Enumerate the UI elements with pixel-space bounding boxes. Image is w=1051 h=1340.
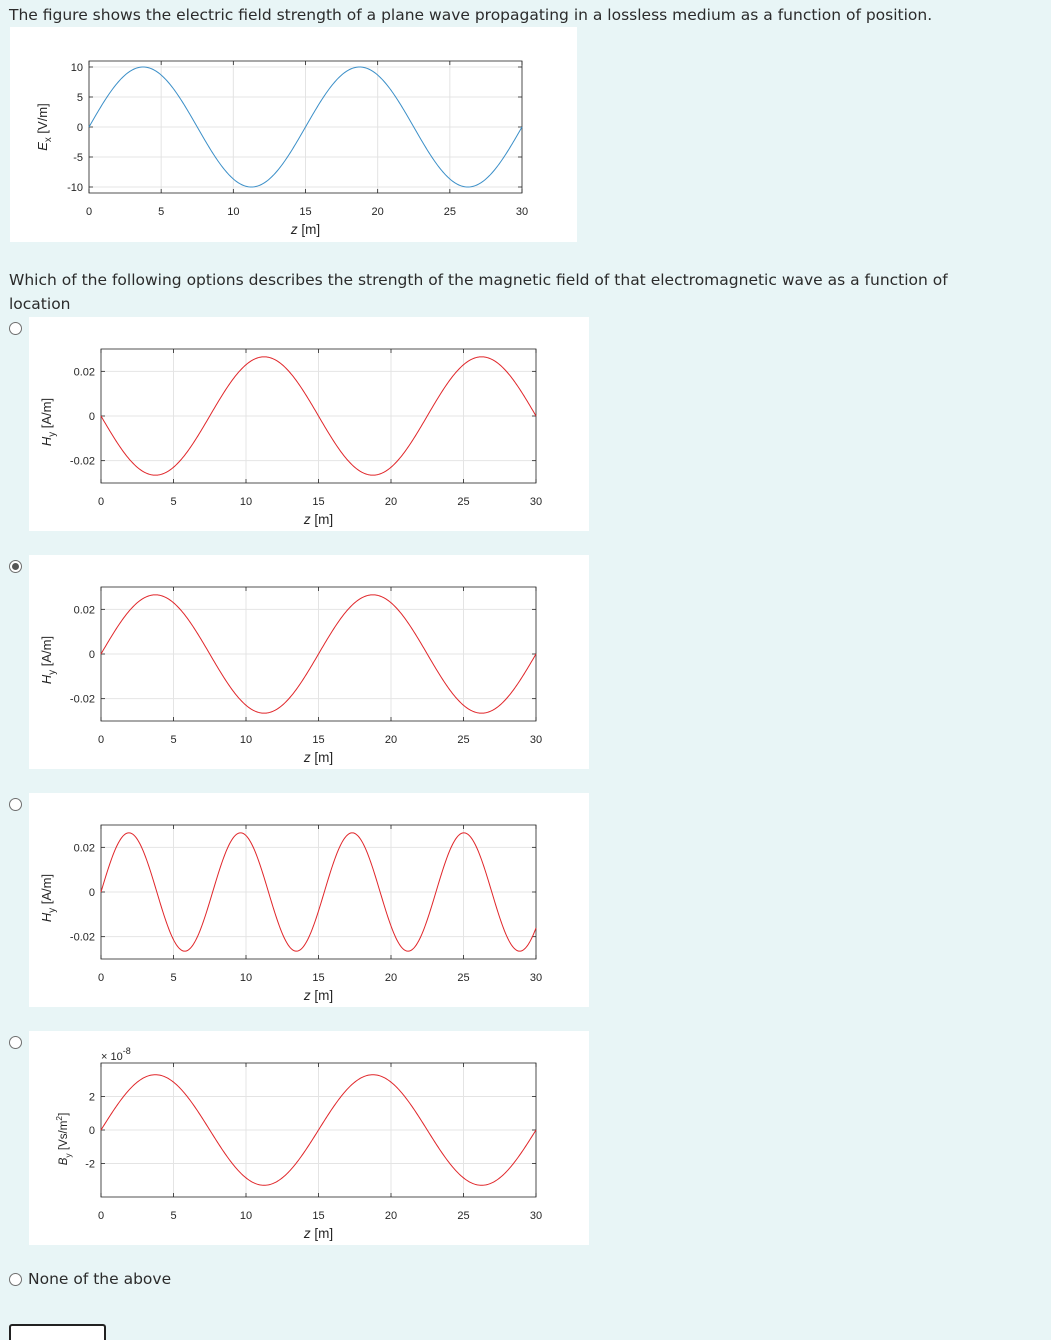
y-tick-label: -10 — [67, 182, 83, 194]
x-tick-label: 20 — [384, 734, 398, 746]
x-tick-label: 0 — [85, 206, 93, 218]
x-tick-label: 10 — [239, 1210, 253, 1222]
y-tick-label: 0 — [88, 887, 95, 899]
option-1-plot — [29, 317, 589, 531]
option-3-plot — [29, 793, 589, 1007]
x-tick-label: 25 — [457, 972, 470, 984]
x-tick-label: 25 — [443, 206, 456, 218]
y-axis-label: $H_y$ [A/m] — [39, 635, 58, 685]
x-tick-label: 5 — [170, 972, 177, 984]
none-option[interactable] — [9, 1270, 171, 1288]
y-tick-label: -5 — [73, 152, 83, 164]
option-2-radio[interactable] — [9, 560, 22, 573]
y-axis-label: $H_y$ [A/m] — [39, 397, 58, 447]
option-2-plot — [29, 555, 589, 769]
x-tick-label: 5 — [170, 496, 177, 508]
x-tick-label: 0 — [97, 734, 105, 746]
x-tick-label: 15 — [299, 206, 312, 218]
submit-button[interactable] — [9, 1324, 106, 1340]
x-tick-label: 25 — [457, 1210, 470, 1222]
x-tick-label: 15 — [312, 972, 325, 984]
y-axis-label: $H_y$ [A/m] — [39, 873, 58, 923]
y-axis-label: $B_y$ $[Vs/m^2]$ — [54, 1112, 73, 1166]
x-axis-label: z [m] — [303, 1226, 334, 1241]
y-tick-label: 0 — [76, 122, 83, 134]
y-tick-label: 0 — [88, 649, 95, 661]
none-option-label: None of the above — [28, 1270, 172, 1288]
y-axis-label: $E_x$ [V/m] — [35, 103, 54, 151]
x-tick-label: 25 — [457, 496, 470, 508]
x-tick-label: 5 — [170, 734, 177, 746]
question-intro: The figure shows the electric field strength of a plane wave propagating in a lossless medium as a function of position. — [9, 6, 933, 24]
x-tick-label: 20 — [371, 206, 384, 218]
x-tick-label: 0 — [97, 972, 105, 984]
y-tick-label: -0.02 — [69, 455, 95, 468]
x-axis-label: z [m] — [303, 988, 334, 1003]
y-multiplier: × $10^{-8}$ — [101, 1046, 131, 1063]
x-tick-label: 30 — [529, 496, 543, 508]
y-tick-label: -2 — [85, 1158, 95, 1171]
y-tick-label: 0.02 — [73, 366, 95, 379]
x-tick-label: 0 — [97, 1210, 105, 1222]
x-tick-label: 30 — [529, 1210, 543, 1222]
y-tick-label: -0.02 — [69, 931, 95, 944]
electric-field-plot — [10, 27, 577, 242]
y-tick-label: 5 — [76, 92, 83, 104]
y-tick-label: 0 — [88, 1125, 95, 1137]
x-tick-label: 10 — [239, 496, 253, 508]
x-tick-label: 15 — [312, 496, 325, 508]
x-tick-label: 20 — [384, 1210, 398, 1222]
x-axis-label: z [m] — [303, 512, 334, 527]
x-tick-label: 30 — [529, 734, 543, 746]
option-1-radio[interactable] — [9, 322, 22, 335]
x-tick-label: 10 — [239, 972, 253, 984]
x-tick-label: 25 — [457, 734, 470, 746]
x-tick-label: 15 — [312, 734, 325, 746]
x-axis-label: z [m] — [290, 222, 321, 237]
x-tick-label: 5 — [170, 1210, 177, 1222]
x-tick-label: 15 — [312, 1210, 325, 1222]
y-tick-label: 10 — [70, 62, 83, 74]
x-tick-label: 30 — [515, 206, 529, 218]
x-tick-label: 10 — [227, 206, 240, 218]
y-tick-label: 2 — [88, 1091, 95, 1104]
option-3-radio[interactable] — [9, 798, 22, 811]
option-4-plot — [29, 1031, 589, 1245]
x-tick-label: 10 — [239, 734, 253, 746]
x-axis-label: z [m] — [303, 750, 334, 765]
y-tick-label: 0.02 — [73, 842, 95, 855]
y-tick-label: 0.02 — [73, 604, 95, 617]
y-tick-label: 0 — [88, 411, 95, 423]
option-4-radio[interactable] — [9, 1036, 22, 1049]
x-tick-label: 0 — [97, 496, 105, 508]
x-tick-label: 20 — [384, 496, 398, 508]
x-tick-label: 20 — [384, 972, 398, 984]
x-tick-label: 30 — [529, 972, 543, 984]
none-option-radio[interactable] — [9, 1273, 22, 1286]
question-prompt: Which of the following options describes the strength of the magnetic field of that electromagnetic wave as a function of location — [9, 271, 948, 313]
y-tick-label: -0.02 — [69, 693, 95, 706]
x-tick-label: 5 — [158, 206, 165, 218]
